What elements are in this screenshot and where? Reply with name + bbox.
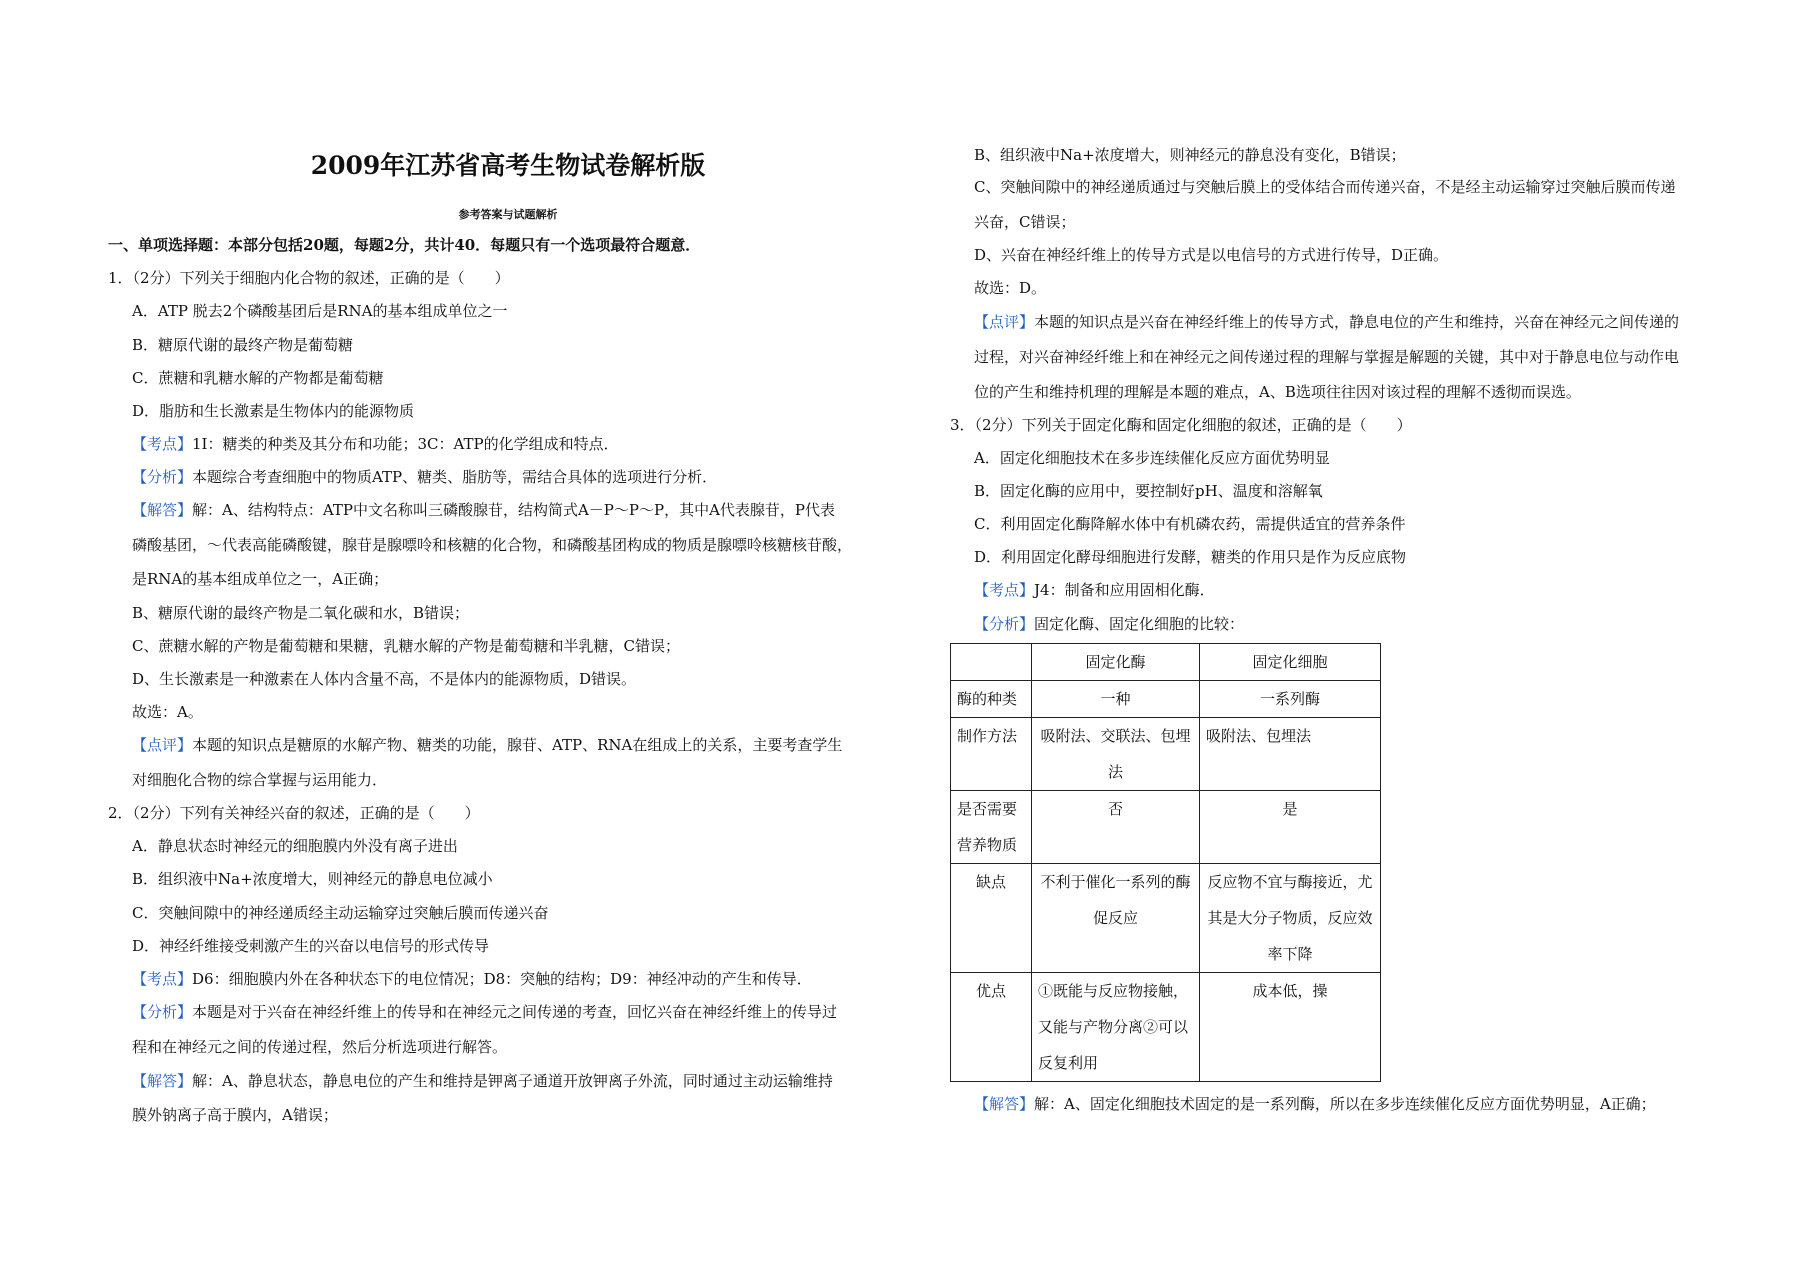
text-line [974, 382, 1581, 402]
line-text: C、突触间隙中的神经递质通过与突触后膜上的受体结合而传递兴奋，不是经主动运输穿过突触后膜而传递 [974, 178, 1676, 196]
line-text: D6：细胞膜内外在各种状态下的电位情况；D8：突触的结构；D9：神经冲动的产生和传导． [192, 970, 812, 988]
table-cell: 一系列酶 [1200, 681, 1381, 718]
line-text: A．静息状态时神经元的细胞膜内外没有离子进出 [132, 837, 458, 855]
line-text: C．蔗糖和乳糖水解的产物都是葡萄糖 [132, 369, 384, 387]
table-cell: ①既能与反应物接触，又能与产物分离②可以反复利用 [1032, 973, 1200, 1082]
line-text: 本题的知识点是糖原的水解产物、糖类的功能，腺苷、ATP、RNA在组成上的关系，主要考查学生 [192, 736, 843, 754]
table-row [951, 681, 1381, 718]
line-text: B．组织液中Na+浓度增大，则神经元的静息电位减小 [132, 870, 493, 888]
text-line [974, 212, 1075, 232]
text-line [974, 547, 1406, 567]
text-line [974, 614, 1244, 634]
text-line [132, 903, 548, 923]
text-line [974, 514, 1405, 534]
text-line [132, 1037, 507, 1057]
line-text: 故选：D。 [974, 279, 1047, 297]
line-text: 兴奋，C错误； [974, 213, 1076, 231]
section-tag: 【解答】 [132, 501, 193, 519]
section-tag: 【分析】 [974, 615, 1035, 633]
text-line [132, 569, 388, 589]
text-line [132, 669, 636, 689]
comparison-table [950, 643, 1381, 1082]
line-text: B、糖原代谢的最终产物是二氧化碳和水，B错误； [132, 604, 470, 622]
table-cell: 缺点 [951, 864, 1032, 973]
section-heading: 一、单项选择题：本部分包括20题，每题2分，共计40．每题只有一个选项最符合题意． [108, 236, 701, 254]
text-line [132, 836, 458, 856]
text-line [950, 415, 1412, 435]
line-text: 1．（2分）下列关于细胞内化合物的叙述，正确的是（ ） [108, 269, 510, 287]
section-tag: 【点评】 [974, 313, 1035, 331]
line-text: 3．（2分）下列关于固定化酶和固定化细胞的叙述，正确的是（ ） [950, 416, 1412, 434]
text-line [974, 245, 1448, 265]
line-text: 故选：A。 [132, 703, 203, 721]
line-text: 磷酸基团，～代表高能磷酸键，腺苷是腺嘌呤和核糖的化合物，和磷酸基团构成的物质是腺嘌呤核糖核苷酸， [132, 536, 853, 554]
table-cell: 反应物不宜与酶接近，尤其是大分子物质，反应效率下降 [1200, 864, 1381, 973]
text-line [132, 335, 353, 355]
text-line [132, 401, 414, 421]
line-text: 程和在神经元之间的传递过程，然后分析选项进行解答。 [132, 1038, 508, 1056]
table-row [951, 864, 1381, 973]
section-tag: 【解答】 [974, 1095, 1035, 1113]
line-text: D、兴奋在神经纤维上的传导方式是以电信号的方式进行传导，D正确。 [974, 246, 1449, 264]
line-text: 1I：糖类的种类及其分布和功能；3C：ATP的化学组成和特点． [192, 435, 619, 453]
section-tag: 【分析】 [132, 468, 193, 486]
table-row [951, 973, 1381, 1082]
line-text: B、组织液中Na+浓度增大，则神经元的静息没有变化，B错误； [974, 146, 1406, 164]
text-line [132, 434, 619, 454]
text-line [132, 1105, 338, 1125]
section-tag: 【解答】 [132, 1072, 193, 1090]
section-tag: 【考点】 [132, 435, 193, 453]
text-line [132, 500, 835, 520]
text-line [132, 368, 383, 388]
line-text: B．糖原代谢的最终产物是葡萄糖 [132, 336, 354, 354]
text-line [132, 301, 508, 321]
text-line [132, 969, 812, 989]
table-header-cell: 固定化酶 [1032, 644, 1200, 681]
text-line [132, 869, 493, 889]
text-line [974, 448, 1330, 468]
text-line [132, 603, 469, 623]
line-text: 膜外钠离子高于膜内，A错误； [132, 1106, 338, 1124]
line-text: 本题综合考查细胞中的物质ATP、糖类、脂肪等，需结合具体的选项进行分析． [192, 468, 718, 486]
text-line [132, 936, 489, 956]
line-text: 对细胞化合物的综合掌握与运用能力． [132, 771, 388, 789]
line-text: D．神经纤维接受刺激产生的兴奋以电信号的形式传导 [132, 937, 490, 955]
line-text: 过程，对兴奋神经纤维上和在神经元之间传递过程的理解与掌握是解题的关键，其中对于静息电位与动作电 [974, 348, 1680, 366]
line-text: 本题的知识点是兴奋在神经纤维上的传导方式，静息电位的产生和维持，兴奋在神经元之间传递的 [1034, 313, 1680, 331]
table-row [951, 718, 1381, 791]
line-text: B．固定化酶的应用中，要控制好pH、温度和溶解氧 [974, 482, 1323, 500]
text-line [108, 803, 480, 823]
text-line [974, 481, 1323, 501]
table-header-row [951, 644, 1381, 681]
text-line [132, 535, 852, 555]
text-line [974, 1094, 1656, 1114]
table-cell: 吸附法、包埋法 [1200, 718, 1381, 791]
table-header-cell [951, 644, 1032, 681]
line-text: C、蔗糖水解的产物是葡萄糖和果糖，乳糖水解的产物是葡萄糖和半乳糖，C错误； [132, 637, 680, 655]
text-line [974, 312, 1679, 332]
page-subtitle: 参考答案与试题解析 [458, 208, 558, 221]
section-tag: 【考点】 [974, 581, 1035, 599]
table-cell: 否 [1032, 791, 1200, 864]
line-text: 位的产生和维持机理的理解是本题的难点，A、B选项往往因对该过程的理解不透彻而误选。 [974, 383, 1581, 401]
table-cell: 一种 [1032, 681, 1200, 718]
table-cell: 成本低，操 [1200, 973, 1381, 1082]
line-text: 解：A、结构特点：ATP中文名称叫三磷酸腺苷，结构简式A－P～P～P，其中A代表腺苷，P代表 [192, 501, 835, 519]
text-line [132, 1071, 833, 1091]
table-row [951, 791, 1381, 864]
text-line [974, 177, 1675, 197]
table-cell: 吸附法、交联法、包埋法 [1032, 718, 1200, 791]
line-text: D．利用固定化酵母细胞进行发酵，糖类的作用只是作为反应底物 [974, 548, 1407, 566]
table-cell: 优点 [951, 973, 1032, 1082]
text-line [132, 467, 717, 487]
line-text: 是RNA的基本组成单位之一，A正确； [132, 570, 389, 588]
section-tag: 【点评】 [132, 736, 193, 754]
text-line [132, 1002, 837, 1022]
section-tag: 【考点】 [132, 970, 193, 988]
line-text: D．脂肪和生长激素是生物体内的能源物质 [132, 402, 415, 420]
line-text: C．突触间隙中的神经递质经主动运输穿过突触后膜而传递兴奋 [132, 904, 549, 922]
table-cell: 是否需要营养物质 [951, 791, 1032, 864]
text-line [132, 735, 842, 755]
line-text: 解：A、静息状态，静息电位的产生和维持是钾离子通道开放钾离子外流，同时通过主动运输维持 [192, 1072, 833, 1090]
text-line [974, 580, 1215, 600]
line-text: 解：A、固定化细胞技术固定的是一系列酶，所以在多步连续催化反应方面优势明显，A正确； [1034, 1095, 1656, 1113]
line-text: D、生长激素是一种激素在人体内含量不高，不是体内的能源物质，D错误。 [132, 670, 637, 688]
line-text: 本题是对于兴奋在神经纤维上的传导和在神经元之间传递的考查，回忆兴奋在神经纤维上的传导过 [192, 1003, 838, 1021]
table-cell: 制作方法 [951, 718, 1032, 791]
line-text: A．ATP 脱去2个磷酸基团后是RNA的基本组成单位之一 [132, 302, 508, 320]
table-cell: 不利于催化一系列的酶促反应 [1032, 864, 1200, 973]
text-line [132, 702, 203, 722]
line-text: A．固定化细胞技术在多步连续催化反应方面优势明显 [974, 449, 1330, 467]
page-title: 2009年江苏省高考生物试卷解析版 [310, 151, 706, 180]
table-cell: 是 [1200, 791, 1381, 864]
text-line [132, 636, 680, 656]
section-tag: 【分析】 [132, 1003, 193, 1021]
text-line [108, 268, 510, 288]
text-line [974, 145, 1406, 165]
text-line [974, 347, 1679, 367]
line-text: 2．（2分）下列有关神经兴奋的叙述，正确的是（ ） [108, 804, 480, 822]
line-text: 固定化酶、固定化细胞的比较： [1034, 615, 1245, 633]
line-text: C．利用固定化酶降解水体中有机磷农药，需提供适宜的营养条件 [974, 515, 1406, 533]
table-header-cell: 固定化细胞 [1200, 644, 1381, 681]
text-line [974, 278, 1046, 298]
text-line [132, 770, 387, 790]
line-text: J4：制备和应用固相化酶． [1034, 581, 1215, 599]
table-cell: 酶的种类 [951, 681, 1032, 718]
